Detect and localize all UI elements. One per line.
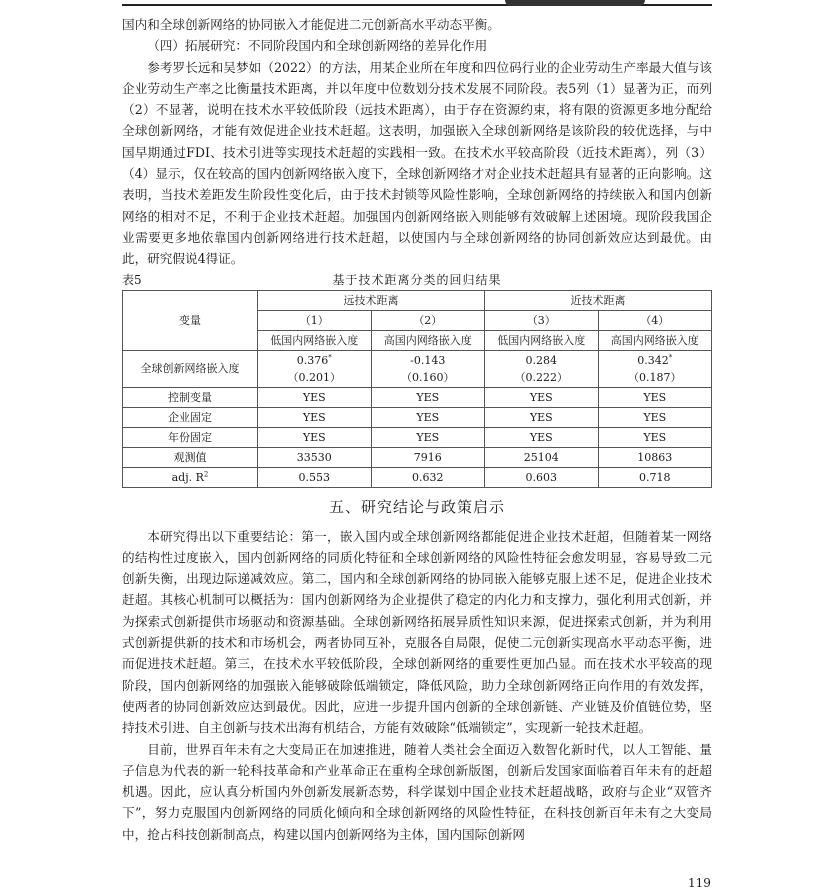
table-cell: YES <box>598 407 712 427</box>
coef-value: 0.284 <box>525 353 557 367</box>
table-cell: YES <box>598 427 712 447</box>
table-cell: YES <box>598 387 712 407</box>
group-near: 近技术距离 <box>485 290 712 310</box>
table-cell: YES <box>485 407 599 427</box>
table-row <box>123 427 712 447</box>
col-num: （4） <box>598 310 712 330</box>
row-label: 控制变量 <box>123 387 258 407</box>
coef-cell <box>371 350 485 387</box>
table-cell: 10863 <box>598 447 712 467</box>
table-row <box>123 387 712 407</box>
row-label: 年份固定 <box>123 427 258 447</box>
table-cell: YES <box>258 387 372 407</box>
table-cell: YES <box>371 407 485 427</box>
se-value: （0.160） <box>401 370 455 384</box>
table-cell: YES <box>371 387 485 407</box>
table-cell: 0.632 <box>371 467 485 487</box>
col-name: 低国内网络嵌入度 <box>485 330 599 350</box>
row-label: 观测值 <box>123 447 258 467</box>
table-label: 表5 <box>122 272 142 287</box>
table-cell: YES <box>258 407 372 427</box>
table-cell: YES <box>485 387 599 407</box>
table-header-row <box>123 290 712 310</box>
col-num: （1） <box>258 310 372 330</box>
table-cell: 33530 <box>258 447 372 467</box>
table-row <box>123 447 712 467</box>
table-cell: 0.603 <box>485 467 599 487</box>
table-cell: 25104 <box>485 447 599 467</box>
coef-cell <box>598 350 712 387</box>
col-name: 高国内网络嵌入度 <box>371 330 485 350</box>
col-num: （3） <box>485 310 599 330</box>
adj-superscript: 2 <box>203 469 209 478</box>
coef-value: -0.143 <box>410 353 446 367</box>
col-name: 高国内网络嵌入度 <box>598 330 712 350</box>
coef-cell <box>485 350 599 387</box>
row-label: 全球创新网络嵌入度 <box>123 350 258 387</box>
table-cell: YES <box>485 427 599 447</box>
table-row <box>123 407 712 427</box>
section-title: 五、研究结论与政策启示 <box>328 497 505 516</box>
page-number: 119 <box>688 876 711 890</box>
table-cell: 0.553 <box>258 467 372 487</box>
coef-cell <box>258 350 372 387</box>
page-content <box>122 14 712 845</box>
subheading: （四）拓展研究：不同阶段国内和全球创新网络的差异化作用 <box>147 38 488 54</box>
table-row <box>123 350 712 387</box>
table-cell: 7916 <box>371 447 485 467</box>
se-value: （0.187） <box>628 370 682 384</box>
paragraph-extension-study: 参考罗长远和吴梦如（2022）的方法，用某企业所在年度和四位码行业的企业劳动生产率最大值与该企业劳动生产率之比衡量技术距离，并以年度中位数划分技术发展不同阶段。表5列（1）显著为正，而列（2）不显著，说明在技术水平较低阶段（远技术距离），由于存在资源约束，将有限的资源更多地分配给全球创新网络，才能有效促进企业技术赶超。这表明，加强嵌入全球创新网络是该阶段的较优选择，与中国早期通过FDI、技术引进等实现技术赶超的实践相一致。在技术水平较高阶段（近技术距离），列（3）（4）显示，仅在较高的国内创新网络嵌入度下，全球创新网络才对企业技术赶超具有显著的正向影响。这表明，当技术差距发生阶段性变化后，由于技术封锁等风险性影响，全球创新网络的持续嵌入和国内创新网络的相对不足，不利于企业技术赶超。加强国内创新网络嵌入则能够有效破解上述困境。现阶段我国企业需要更多地依靠国内创新网络进行技术赶超，以使国内与全球创新网络的协同创新效应达到最优。由此，研究假说4得证。 <box>122 59 712 267</box>
significance-star: * <box>328 352 332 361</box>
se-value: （0.222） <box>514 370 568 384</box>
row-label <box>123 467 258 487</box>
paragraph-outlook: 目前，世界百年未有之大变局正在加速推进，随着人类社会全面迈入数智化新时代，以人工智能、量子信息为代表的新一轮科技革命和产业革命正在重构全球创新版图，创新后发国家面临着百年未有的赶超机遇。因此，应认真分析国内外创新发展新态势，科学谋划中国企业技术赶超战略，政府与企业“双管齐下”，努力克服国内创新网络的同质化倾向和全球创新网络的风险性特征，在科技创新百年未有之大变局中，抢占科技创新制高点，构建以国内创新网络为主体，国内国际创新网 <box>122 741 712 842</box>
var-header: 变量 <box>123 290 258 350</box>
paragraph-continuation: 国内和全球创新网络的协同嵌入才能促进二元创新高水平动态平衡。 <box>122 17 500 32</box>
header-decoration <box>505 0 645 6</box>
table-cell: YES <box>371 427 485 447</box>
se-value: （0.201） <box>287 370 341 384</box>
col-num: （2） <box>371 310 485 330</box>
regression-table <box>122 290 712 488</box>
paragraph-conclusion: 本研究得出以下重要结论：第一，嵌入国内或全球创新网络都能促进企业技术赶超，但随着某一网络的结构性过度嵌入，国内创新网络的同质化特征和全球创新网络的风险性特征会愈发明显，容易导致二元创新失衡，出现边际递减效应。第二，国内和全球创新网络的协同嵌入能够克服上述不足，促进企业技术赶超。其核心机制可以概括为：国内创新网络为企业提供了稳定的内化力和支撑力，强化利用式创新，并为探索式创新提供市场驱动和资源基础。全球创新网络拓展异质性知识来源，促进探索式创新，并为利用式创新提供新的技术和市场机会，两者协同互补，克服各自局限，促使二元创新实现高水平动态平衡，进而促进技术赶超。第三，在技术水平较低阶段，全球创新网络的重要性更加凸显。而在技术水平较高的现阶段，国内创新网络的加强嵌入能够破除低端锁定，降低风险，助力全球创新网络正向作用的有效发挥，使两者的协同创新效应达到最优。因此，应进一步提升国内创新的全球创新链、产业链及价值链位势，坚持技术引进、自主创新与技术出海有机结合，方能有效破除“低端锁定”，实现新一轮技术赶超。 <box>122 528 712 736</box>
adj-label: adj. R <box>171 470 204 484</box>
table-cell: 0.718 <box>598 467 712 487</box>
table-title-row <box>122 270 712 290</box>
significance-star: * <box>668 352 673 361</box>
col-name: 低国内网络嵌入度 <box>258 330 372 350</box>
group-far: 远技术距离 <box>258 290 485 310</box>
table-row <box>123 467 712 487</box>
table-caption: 基于技术距离分类的回归结果 <box>332 272 502 287</box>
table-cell: YES <box>258 427 372 447</box>
coef-value: 0.376 <box>296 353 329 367</box>
row-label: 企业固定 <box>123 407 258 427</box>
coef-value: 0.342 <box>637 353 669 367</box>
